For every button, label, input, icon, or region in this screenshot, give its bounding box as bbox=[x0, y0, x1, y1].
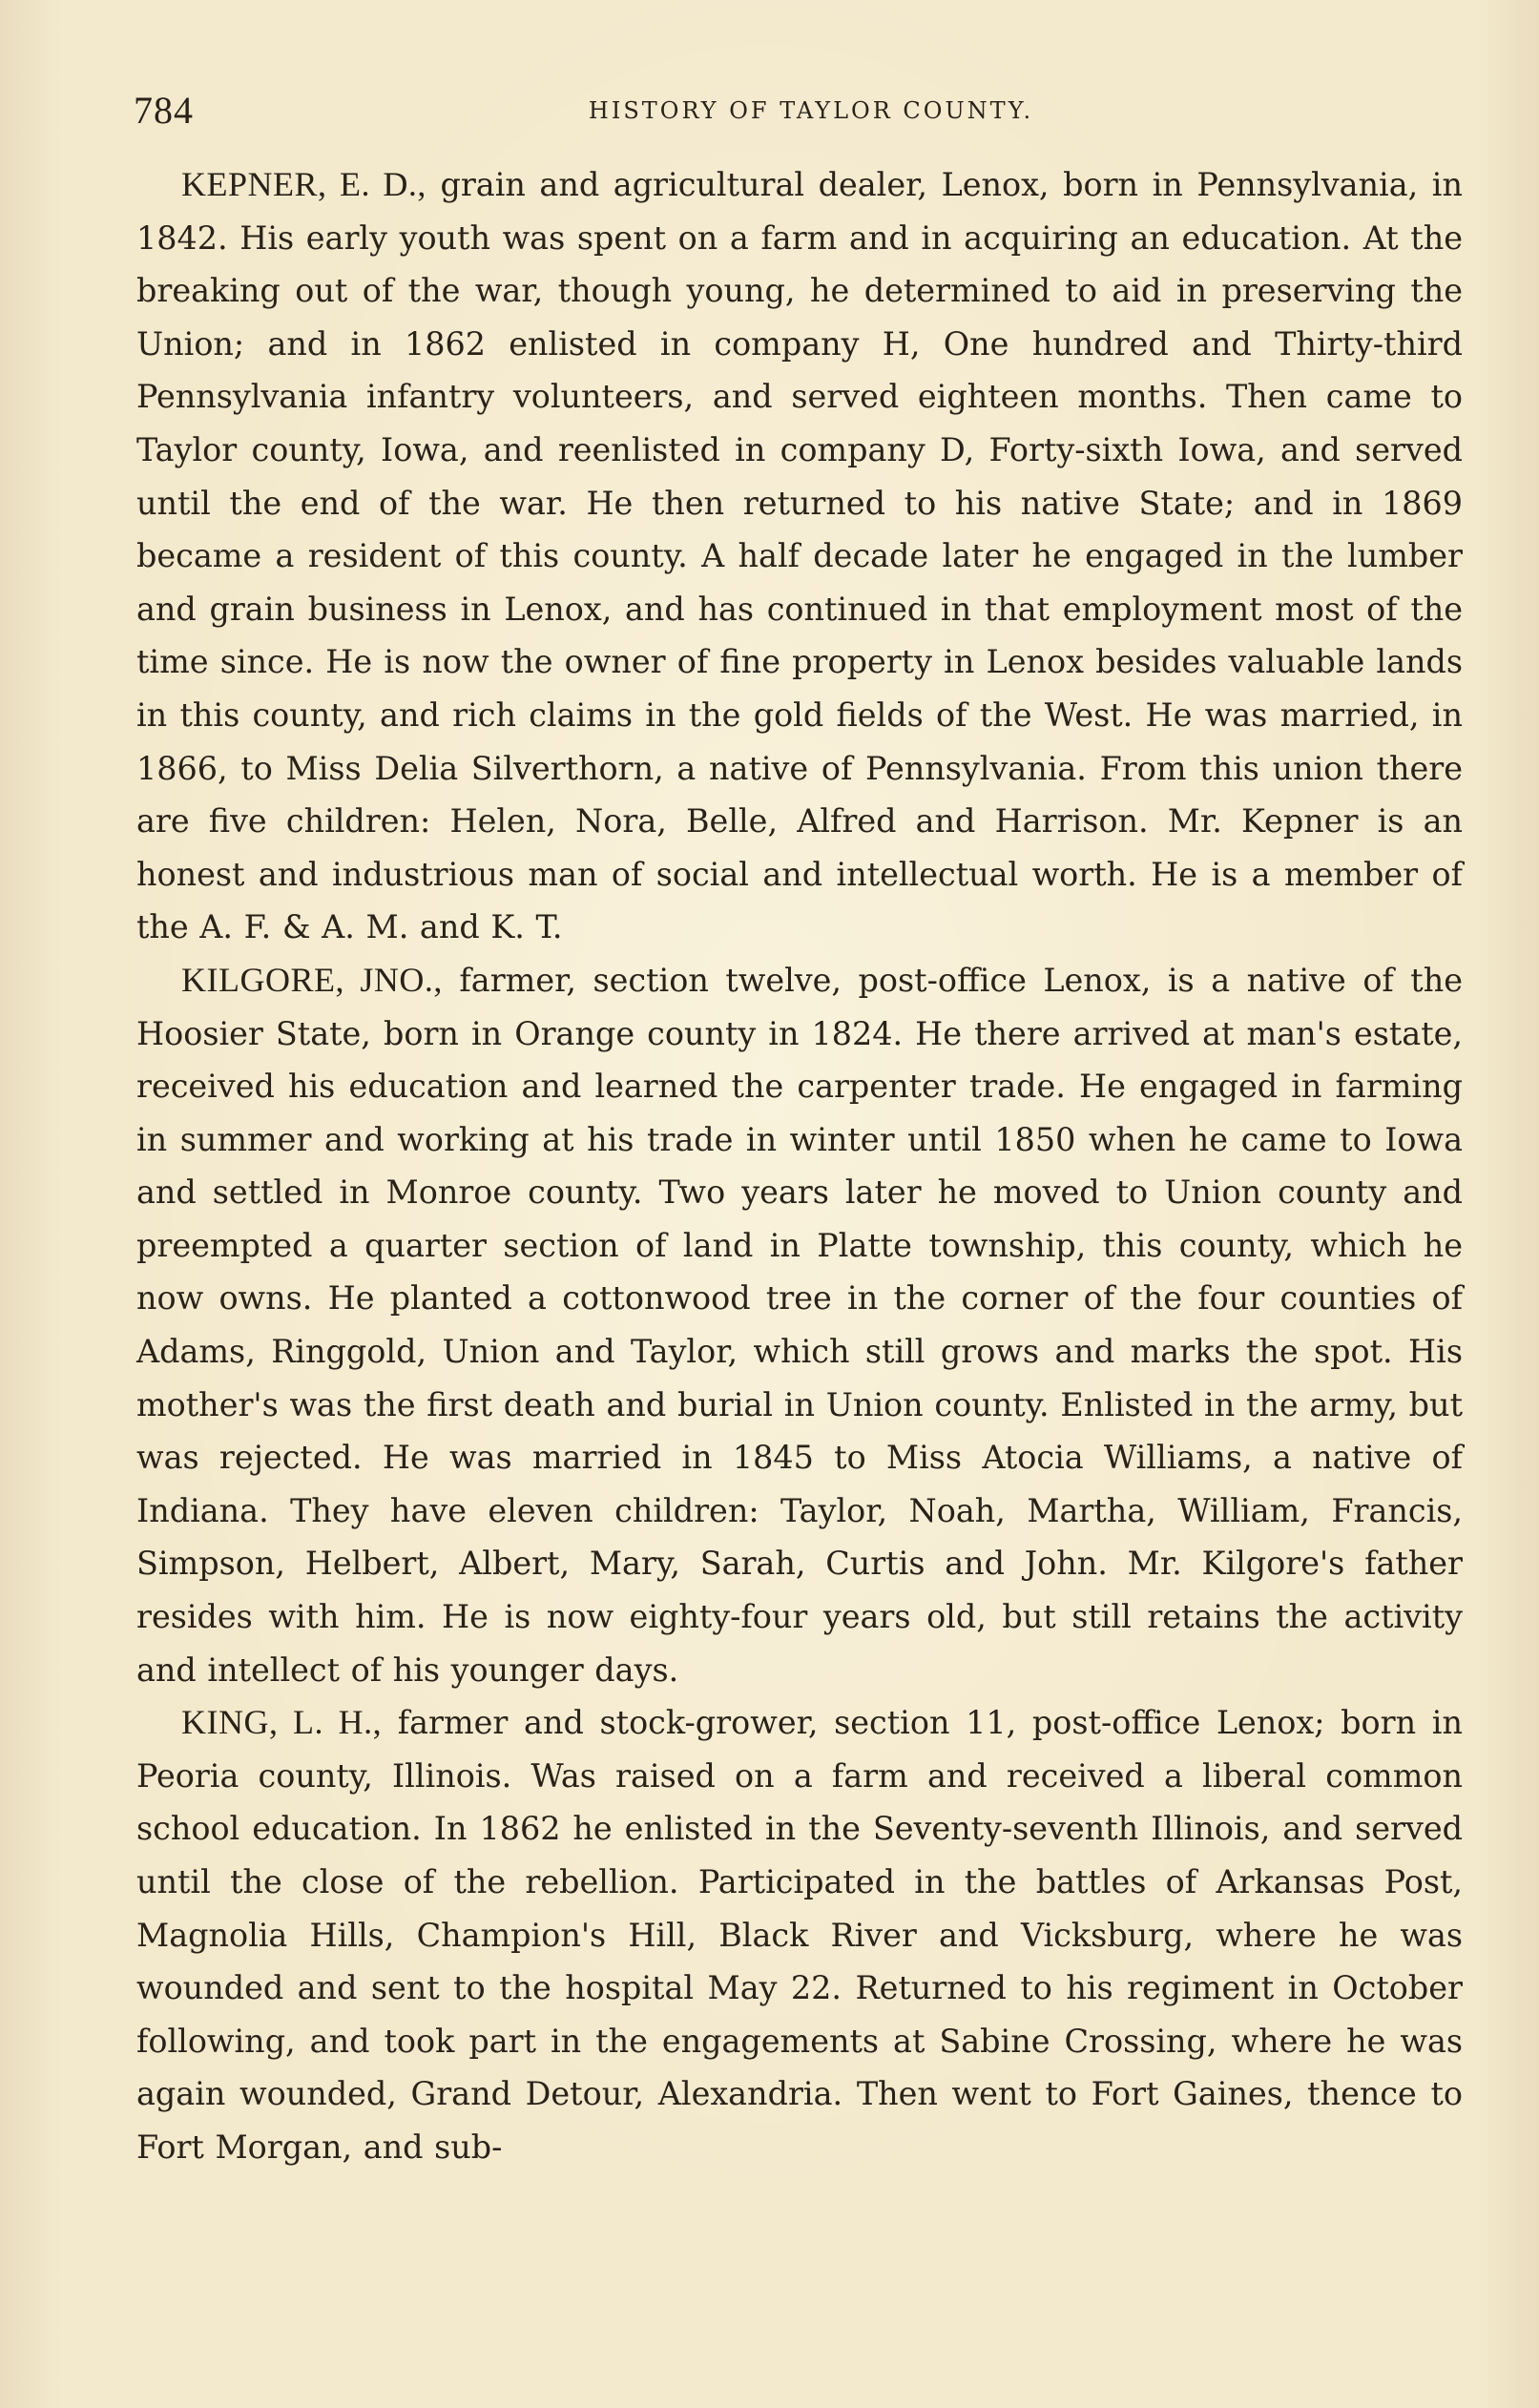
biography-entry bbox=[136, 954, 1463, 1696]
entry-text: grain and agricultural dealer, Lenox, born in Pennsylvania, in 1842. His early youth was spent on a farm and in acquiring an education. At the breaking out of the war, though young, he determined to aid in preserving the Union; and in 1862 enlisted in company H, One hundred and Thirty-third Pennsylvania infantry volunteers, and served eighteen months. Then came to Taylor county, Iowa, and reenlisted in company D, Forty-sixth Iowa, and served until the end of the war. He then returned to his native State; and in 1869 became a resident of this county. A half decade later he engaged in the lumber and grain business in Lenox, and has continued in that employment most of the time since. He is now the owner of fine property in Lenox besides valuable lands in this county, and rich claims in the gold fields of the West. He was married, in 1866, to Miss Delia Silverthorn, a native of Pennsylvania. From this union there are five children: Helen, Nora, Belle, Alfred and Harrison. Mr. Kepner is an honest and industrious man of social and intellectual worth. He is a member of the A. F. & A. M. and K. T. bbox=[136, 166, 1463, 946]
biography-entry bbox=[136, 1696, 1463, 2173]
body-text bbox=[136, 158, 1463, 2174]
entry-paragraph bbox=[136, 954, 1463, 1696]
entry-text: farmer and stock-grower, section 11, post-office Lenox; born in Peoria county, Illinois. Was raised on a farm and received a liberal common school education. In 1862 he enlisted in the Seventy-seventh Illinois, and served until the close of the rebellion. Participated in the battles of Arkansas Post, Magnolia Hills, Champion's Hill, Black River and Vicksburg, where he was wounded and sent to the hospital May 22. Returned to his regiment in October following, and took part in the engagements at Sabine Crossing, where he was again wounded, Grand Detour, Alexandria. Then went to Fort Gaines, thence to Fort Morgan, and sub- bbox=[136, 1704, 1463, 2166]
entry-paragraph bbox=[136, 158, 1463, 954]
entry-name: KING, L. H., bbox=[181, 1703, 383, 1742]
page-header bbox=[134, 88, 1469, 135]
entry-paragraph bbox=[136, 1696, 1463, 2173]
entry-text: farmer, section twelve, post-office Lenox, is a native of the Hoosier State, born in Orange county in 1824. He there arrived at man's estate, received his education and learned the carpenter trade. He engaged in farming in summer and working at his trade in winter until 1850 when he came to Iowa and settled in Monroe county. Two years later he moved to Union county and preempted a quarter section of land in Platte township, this county, which he now owns. He planted a cottonwood tree in the corner of the four counties of Adams, Ringgold, Union and Taylor, which still grows and marks the spot. His mother's was the first death and burial in Union county. Enlisted in the army, but was rejected. He was married in 1845 to Miss Atocia Williams, a native of Indiana. They have eleven children: Taylor, Noah, Martha, William, Francis, Simpson, Helbert, Albert, Mary, Sarah, Curtis and John. Mr. Kilgore's father resides with him. He is now eighty-four years old, but still retains the activity and intellect of his younger days. bbox=[136, 961, 1463, 1689]
biography-entry bbox=[136, 158, 1463, 954]
entry-name: KILGORE, JNO., bbox=[181, 960, 443, 999]
running-head: HISTORY OF TAYLOR COUNTY. bbox=[588, 97, 1034, 124]
page-number: 784 bbox=[134, 89, 194, 132]
entry-name: KEPNER, E. D., bbox=[181, 165, 426, 203]
